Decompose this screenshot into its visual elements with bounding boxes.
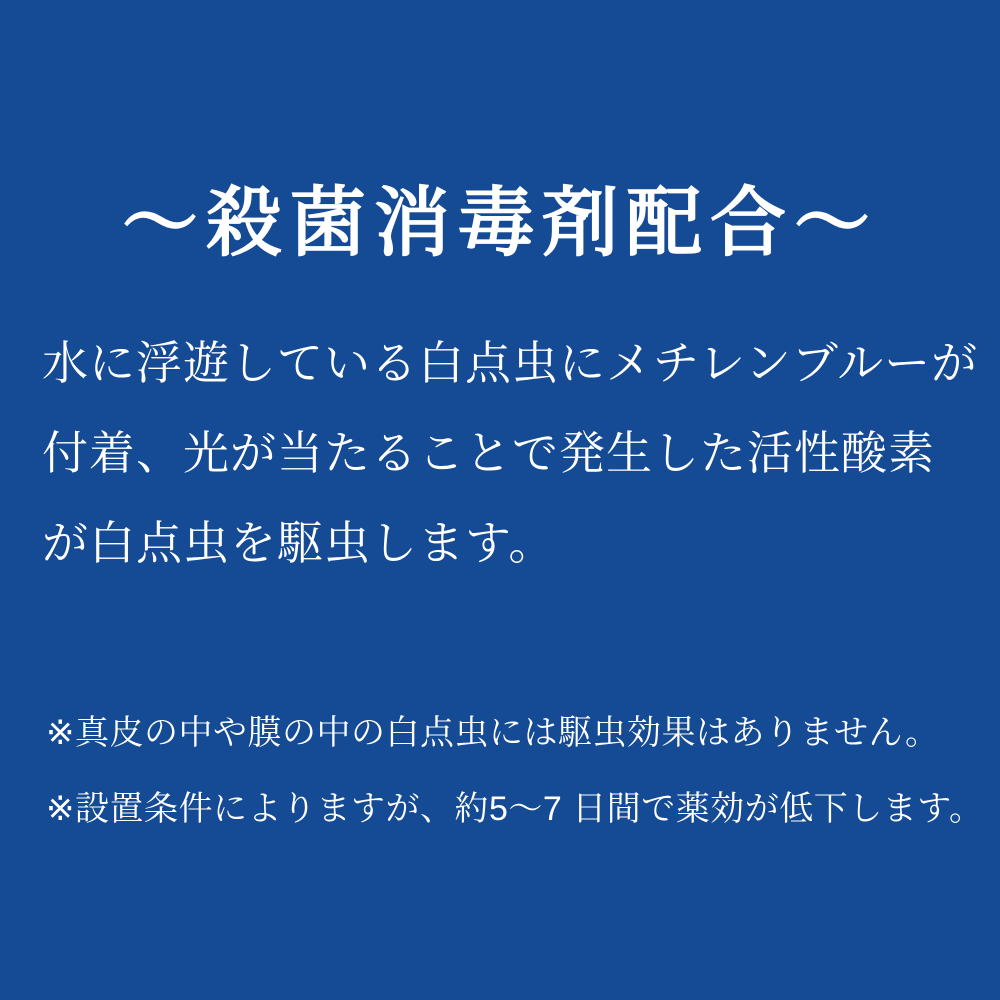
page-title: 〜殺菌消毒剤配合〜 bbox=[122, 180, 878, 266]
footnotes bbox=[46, 695, 984, 847]
description-line-2: 付着、光が当たることで発生した活性酸素 bbox=[42, 427, 935, 479]
footnote-1: ※真皮の中や膜の中の白点虫には駆虫効果はありません。 bbox=[46, 714, 940, 752]
description-line-1: 水に浮遊している白点虫にメチレンブルーが bbox=[42, 337, 979, 389]
footnote-2: ※設置条件によりますが、約5〜7 日間で薬効が低下します。 bbox=[46, 790, 984, 828]
description-paragraph bbox=[42, 318, 979, 588]
description-line-3: が白点虫を駆虫します。 bbox=[42, 517, 556, 569]
